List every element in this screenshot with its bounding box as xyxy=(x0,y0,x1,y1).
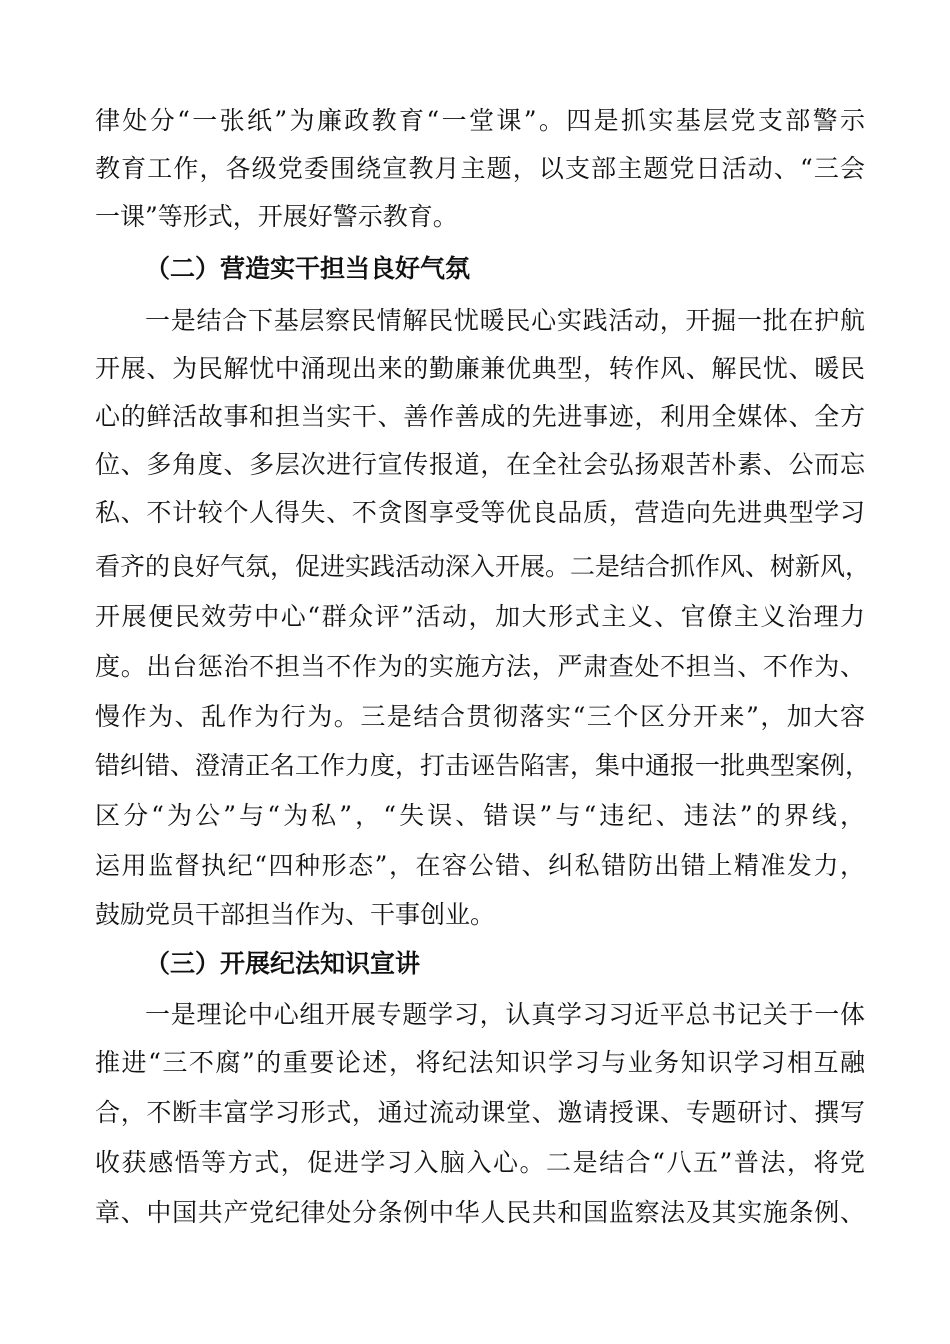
paragraph-line: 教育工作，各级党委围绕宣教月主题，以支部主题党日活动、“三会 xyxy=(95,154,865,183)
paragraph-line: 一课”等形式，开展好警示教育。 xyxy=(95,202,458,231)
paragraph-line: 区分“为公”与“为私”，“失误、错误”与“违纪、违法”的界线， xyxy=(95,801,865,830)
paragraph-line: 一是结合下基层察民情解民忧暖民心实践活动，开掘一批在护航 xyxy=(145,306,865,335)
paragraph-line: 位、多角度、多层次进行宣传报道，在全社会弘扬艰苦朴素、公而忘 xyxy=(95,450,865,479)
paragraph-line: 慢作为、乱作为行为。三是结合贯彻落实“三个区分开来”，加大容 xyxy=(95,702,865,731)
paragraph-line: 推进“三不腐”的重要论述，将纪法知识学习与业务知识学习相互融 xyxy=(95,1048,865,1077)
paragraph-line: 律处分“一张纸”为廉政教育“一堂课”。四是抓实基层党支部警示 xyxy=(95,106,865,135)
paragraph-line: 错纠错、澄清正名工作力度，打击诬告陷害，集中通报一批典型案例， xyxy=(95,751,871,780)
section-heading-3: （三）开展纪法知识宣讲 xyxy=(145,949,421,978)
paragraph-line: 运用监督执纪“四种形态”，在容公错、纠私错防出错上精准发力， xyxy=(95,851,865,880)
paragraph-line: 看齐的良好气氛，促进实践活动深入开展。二是结合抓作风、树新风， xyxy=(95,552,871,581)
paragraph-line: 收获感悟等方式，促进学习入脑入心。二是结合“八五”普法，将党 xyxy=(95,1148,865,1177)
paragraph-line: 合，不断丰富学习形式，通过流动课堂、邀请授课、专题研讨、撰写 xyxy=(95,1098,865,1127)
paragraph-line: 鼓励党员干部担当作为、干事创业。 xyxy=(95,900,496,929)
paragraph-line: 开展、为民解忧中涌现出来的勤廉兼优典型，转作风、解民忧、暖民 xyxy=(95,354,865,383)
paragraph-line: 度。出台惩治不担当不作为的实施方法，严肃查处不担当、不作为、 xyxy=(95,652,865,681)
paragraph-line: 心的鲜活故事和担当实干、善作善成的先进事迹，利用全媒体、全方 xyxy=(95,402,865,431)
section-heading-2: （二）营造实干担当良好气氛 xyxy=(145,254,471,283)
paragraph-line: 一是理论中心组开展专题学习，认真学习习近平总书记关于一体 xyxy=(145,1000,865,1029)
paragraph-line: 开展便民效劳中心“群众评”活动，加大形式主义、官僚主义治理力 xyxy=(95,602,865,631)
paragraph-line: 私、不计较个人得失、不贪图享受等优良品质，营造向先进典型学习 xyxy=(95,498,865,527)
paragraph-line: 章、中国共产党纪律处分条例中华人民共和国监察法及其实施条例、 xyxy=(95,1198,865,1227)
